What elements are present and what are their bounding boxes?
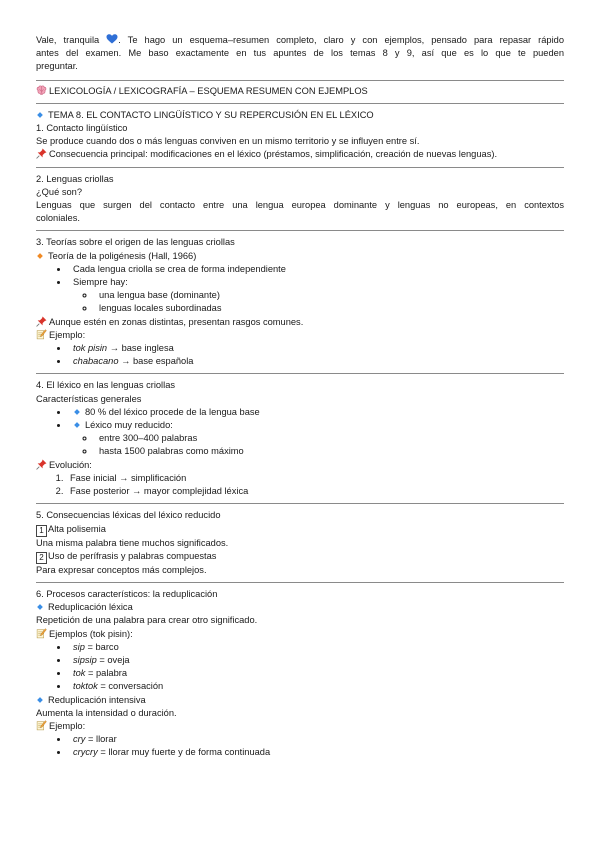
term: tok pisin [73, 343, 108, 354]
keycap-number-icon: 1 [36, 525, 47, 537]
point-text: Para expresar conceptos más complejos. [36, 564, 207, 575]
theory-title: Teoría de la poligénesis (Hall, 1966) [48, 250, 197, 261]
section-title: 4. El léxico en las lenguas criollas [36, 380, 176, 391]
divider [36, 503, 564, 504]
process-title: Reduplicación léxica [48, 602, 133, 613]
small-blue-diamond-icon [74, 409, 80, 415]
term-gloss: = oveja [96, 654, 130, 665]
list-item: • Cada lengua criolla se crea de forma independiente [69, 263, 564, 276]
process-text: Aumenta la intensidad o duración. [36, 707, 177, 718]
example-list [36, 342, 564, 368]
pushpin-icon [36, 316, 47, 327]
list-item [69, 680, 564, 693]
evolution-list [36, 472, 564, 498]
memo-icon [36, 329, 47, 340]
section-title: 6. Procesos característicos: la reduplicación [36, 588, 218, 599]
section-lenguas-criollas [36, 172, 564, 226]
process-title: Reduplicación intensiva [48, 694, 146, 705]
list-item [69, 419, 564, 459]
term-gloss: = llorar muy fuerte y de forma continuada [97, 747, 271, 758]
list-item [69, 342, 564, 355]
note-text: Aunque estén en zonas distintas, presentan rasgos comunes. [49, 316, 304, 327]
term: chabacano [73, 356, 119, 367]
small-blue-diamond-icon [37, 112, 43, 118]
consequence-text: Consecuencia principal: modificaciones en el léxico (préstamos, simplificación, creación de nuevas lenguas). [49, 149, 498, 160]
evolution-label: Evolución: [49, 459, 92, 470]
memo-icon [36, 628, 47, 639]
small-orange-diamond-icon [37, 253, 43, 259]
term-gloss: → base inglesa [109, 343, 174, 354]
small-blue-diamond-icon [37, 604, 43, 610]
examples-list [36, 641, 564, 694]
intro-line2: antes del examen. Me baso exactamente en tus apuntes de los temas 8 y 9, así que es lo que te pueden [36, 48, 564, 59]
list-item [69, 641, 564, 654]
list-item: ◦ hasta 1500 palabras como máximo [95, 445, 564, 458]
theory-list [36, 263, 564, 316]
topic-title: TEMA 8. EL CONTACTO LINGÜÍSTICO Y SU REPERCUSIÓN EN EL LÉXICO [48, 109, 374, 120]
sublist [73, 432, 564, 458]
divider [36, 230, 564, 231]
answer-line2: coloniales. [36, 213, 80, 224]
section-consecuencias [36, 508, 564, 577]
list-item: ◦ entre 300–400 palabras [95, 432, 564, 445]
list-item [69, 406, 564, 419]
list-item: ◦ una lengua base (dominante) [95, 289, 564, 302]
example-list [36, 733, 564, 759]
term-gloss: = conversación [97, 681, 164, 692]
section-teorias [36, 235, 564, 368]
point-text: Una misma palabra tiene muchos significados. [36, 537, 229, 548]
intro-line3: preguntar. [36, 61, 78, 72]
keycap-number-icon: 2 [36, 552, 47, 564]
example-label: Ejemplo: [49, 329, 86, 340]
list-item: ◦ lenguas locales subordinadas [95, 302, 564, 315]
section-title: 2. Lenguas criollas [36, 173, 114, 184]
characteristics-list [36, 406, 564, 459]
section-title: 1. Contacto lingüístico [36, 123, 128, 134]
document-heading [36, 85, 564, 98]
term: sipsip [73, 654, 97, 665]
term-gloss: = llorar [85, 734, 117, 745]
section-title: 3. Teorías sobre el origen de las lenguas criollas [36, 237, 235, 248]
question-text: ¿Qué son? [36, 186, 82, 197]
point-title: Alta polisemia [48, 523, 106, 534]
list-item: 2. Fase posterior → mayor complejidad léxica [66, 485, 564, 498]
example-label: Ejemplo: [49, 720, 86, 731]
small-blue-diamond-icon [74, 422, 80, 428]
term: sip [73, 641, 85, 652]
divider [36, 80, 564, 81]
list-item-text: 80 % del léxico procede de la lengua base [85, 406, 260, 417]
divider [36, 582, 564, 583]
section-reduplicacion [36, 587, 564, 760]
term: toktok [73, 681, 98, 692]
list-item [69, 733, 564, 746]
pushpin-icon [36, 459, 47, 470]
term: tok [73, 668, 86, 679]
term: cry [73, 734, 86, 745]
list-item [69, 667, 564, 680]
intro-paragraph [36, 34, 564, 74]
pushpin-icon [36, 148, 47, 159]
memo-icon [36, 720, 47, 731]
list-item [69, 355, 564, 368]
section-text: Se produce cuando dos o más lenguas conviven en un mismo territorio y se influyen entre sí. [36, 136, 420, 147]
point-title: Uso de perífrasis y palabras compuestas [48, 550, 217, 561]
section-contacto-linguistico [36, 108, 564, 162]
intro-line1-rest: . Te hago un esquema–resumen completo, claro y con ejemplos, pensado para repasar rápido [118, 35, 564, 45]
term-gloss: = barco [84, 641, 119, 652]
divider [36, 167, 564, 168]
section-title: 5. Consecuencias léxicas del léxico reducido [36, 510, 221, 521]
answer-line1: Lenguas que surgen del contacto entre una lengua europea dominante y lenguas no europeas, en contextos [36, 200, 564, 211]
examples-label: Ejemplos (tok pisin): [49, 628, 133, 639]
process-text: Repetición de una palabra para crear otro significado. [36, 615, 258, 626]
term: crycry [73, 747, 98, 758]
term-gloss: → base española [121, 356, 194, 367]
divider [36, 103, 564, 104]
heading-text: LEXICOLOGÍA / LEXICOGRAFÍA – ESQUEMA RESUMEN CON EJEMPLOS [49, 85, 368, 96]
intro-line1: Vale, tranquila [36, 35, 100, 45]
subsection-title: Características generales [36, 393, 142, 404]
section-lexico-criollas [36, 378, 564, 498]
list-item [69, 746, 564, 759]
blue-heart-icon [106, 34, 118, 44]
list-item [69, 276, 564, 316]
divider [36, 373, 564, 374]
list-item-text: Siempre hay: [73, 277, 128, 288]
small-blue-diamond-icon [37, 697, 43, 703]
list-item [69, 654, 564, 667]
list-item: 1. Fase inicial → simplificación [66, 472, 564, 485]
sublist [73, 289, 564, 315]
brain-icon [36, 85, 47, 96]
list-item-text: Léxico muy reducido: [85, 420, 173, 431]
term-gloss: = palabra [85, 668, 128, 679]
